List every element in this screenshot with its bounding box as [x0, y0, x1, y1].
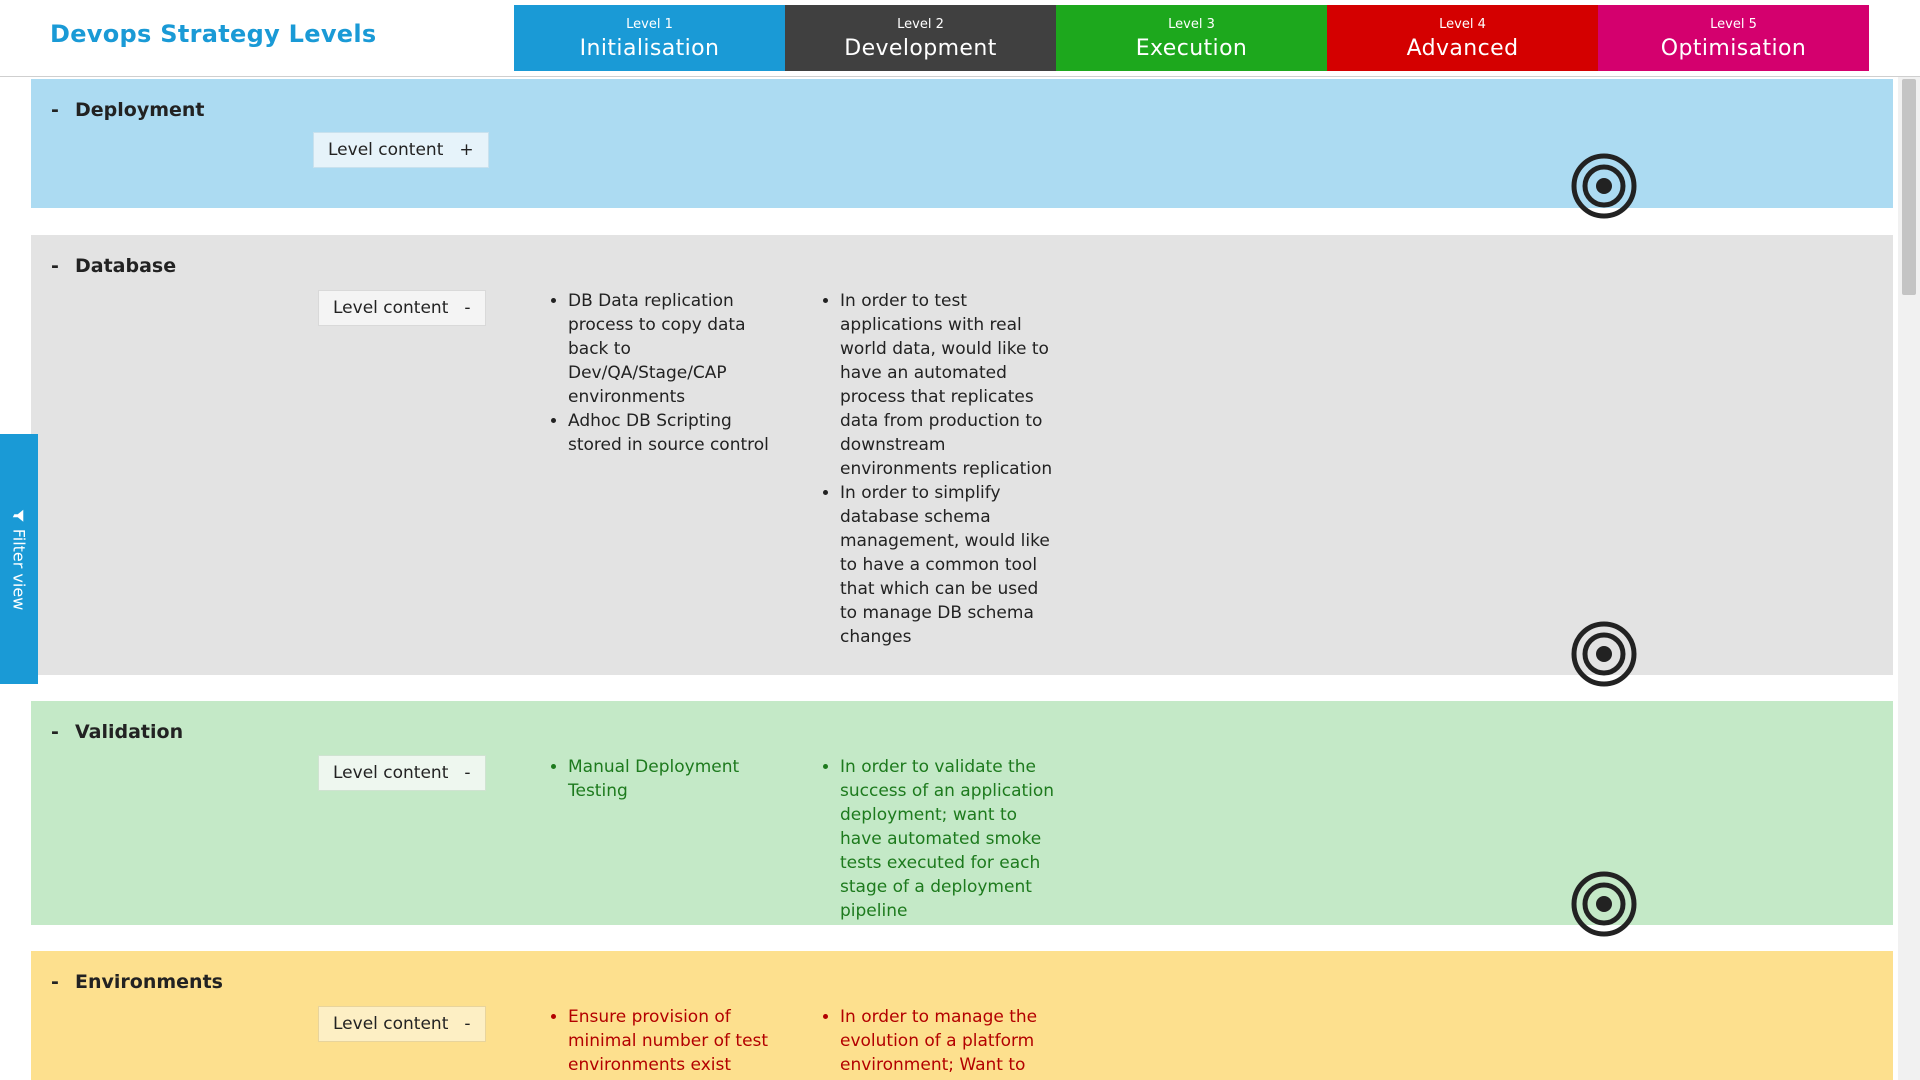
level-number: Level 5 [1710, 17, 1757, 32]
level-content-label: Level content [333, 763, 449, 783]
level-name: Development [844, 36, 997, 61]
tab-level-3[interactable] [1056, 5, 1327, 71]
collapse-icon: - [464, 763, 471, 783]
level-2-content [546, 1005, 786, 1077]
level-name: Advanced [1406, 36, 1519, 61]
collapse-icon: - [51, 99, 59, 121]
target-icon[interactable] [1571, 153, 1637, 219]
section-toggle-environments[interactable] [51, 971, 223, 993]
section-deployment [31, 79, 1893, 208]
list-item: • Manual Deployment Testing [568, 755, 786, 803]
tab-level-1[interactable] [514, 5, 785, 71]
level-2-content [546, 755, 786, 803]
section-toggle-database[interactable] [51, 255, 176, 277]
level-content-button[interactable] [318, 755, 486, 791]
collapse-icon: - [464, 1014, 471, 1034]
section-title: Validation [75, 721, 184, 743]
level-tabs [514, 5, 1869, 71]
level-3-content [818, 1005, 1058, 1077]
section-title: Environments [75, 971, 223, 993]
level-content-label: Level content [333, 298, 449, 318]
collapse-icon: - [51, 971, 59, 993]
section-environments [31, 951, 1893, 1080]
level-content-button[interactable] [318, 1006, 486, 1042]
level-3-content [818, 755, 1058, 923]
level-number: Level 2 [897, 17, 944, 32]
list-item: • In order to manage the evolution of a platform environment; Want to [840, 1005, 1058, 1077]
filter-view-label: Filter view [9, 528, 29, 610]
section-toggle-validation[interactable] [51, 721, 183, 743]
target-icon[interactable] [1571, 871, 1637, 937]
level-number: Level 1 [626, 17, 673, 32]
list-item: • In order to validate the success of an application deployment; want to have automated smoke tests executed for each stage of a deployment pipeline [840, 755, 1058, 923]
list-item: • DB Data replication process to copy data back to Dev/QA/Stage/CAP environments [568, 289, 786, 409]
filter-view-button[interactable] [0, 434, 38, 684]
level-content-button[interactable] [313, 132, 489, 168]
section-database [31, 235, 1893, 675]
tab-level-2[interactable] [785, 5, 1056, 71]
list-item: • Ensure provision of minimal number of test environments exist [568, 1005, 786, 1077]
level-number: Level 4 [1439, 17, 1486, 32]
page-title: Devops Strategy Levels [50, 20, 377, 48]
level-3-content [818, 289, 1058, 649]
level-content-label: Level content [328, 140, 444, 160]
vertical-scrollbar[interactable] [1898, 77, 1920, 1080]
header [0, 0, 1920, 77]
filter-icon [12, 508, 26, 522]
level-2-content [546, 289, 786, 457]
list-item: • Adhoc DB Scripting stored in source control [568, 409, 786, 457]
section-title: Database [75, 255, 177, 277]
collapse-icon: - [51, 721, 59, 743]
tab-level-4[interactable] [1327, 5, 1598, 71]
list-item: • In order to test applications with real world data, would like to have an automated process that replicates data from production to downstream environments replication [840, 289, 1058, 481]
tab-level-5[interactable] [1598, 5, 1869, 71]
section-validation [31, 701, 1893, 925]
expand-icon: + [459, 140, 474, 160]
section-toggle-deployment[interactable] [51, 99, 205, 121]
list-item: • In order to simplify database schema management, would like to have a common tool that which can be used to manage DB schema changes [840, 481, 1058, 649]
section-title: Deployment [75, 99, 205, 121]
target-icon[interactable] [1571, 621, 1637, 687]
collapse-icon: - [464, 298, 471, 318]
scrollbar-thumb[interactable] [1902, 79, 1916, 295]
level-name: Execution [1135, 36, 1248, 61]
level-number: Level 3 [1168, 17, 1215, 32]
level-name: Optimisation [1660, 36, 1807, 61]
level-content-label: Level content [333, 1014, 449, 1034]
level-content-button[interactable] [318, 290, 486, 326]
level-name: Initialisation [579, 36, 720, 61]
collapse-icon: - [51, 255, 59, 277]
